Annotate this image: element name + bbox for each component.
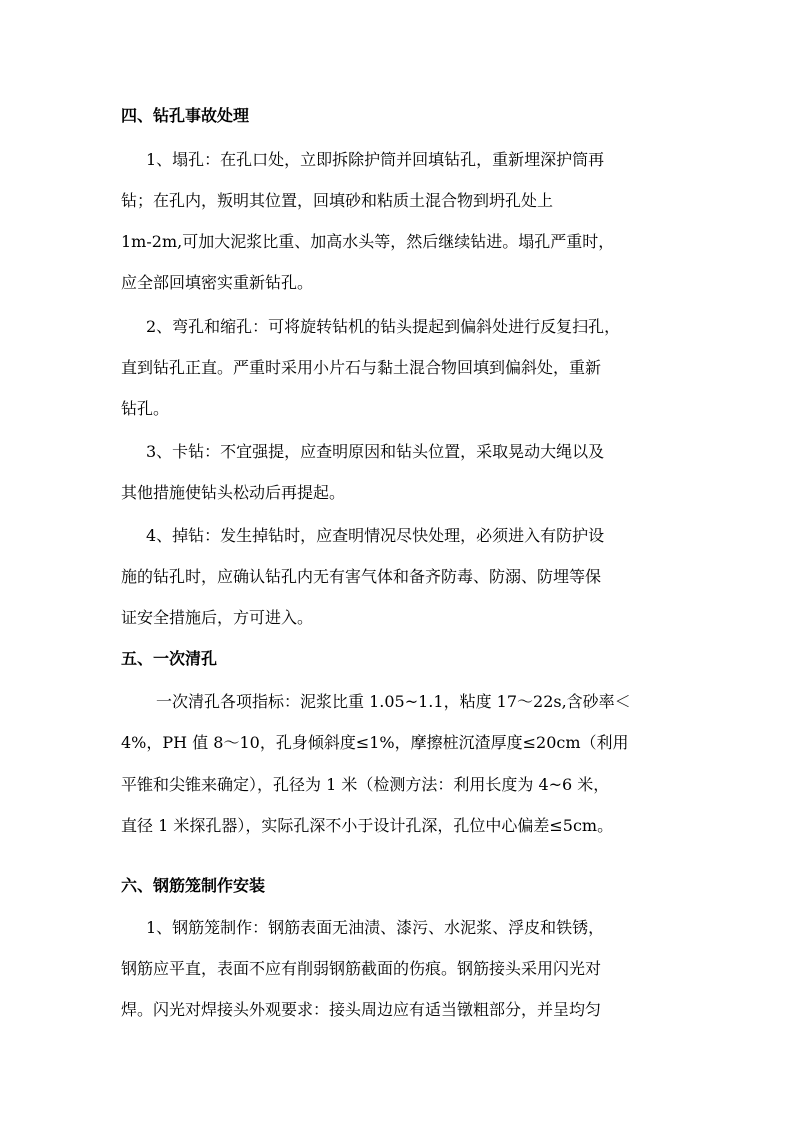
paragraph-line: 1、钢筋笼制作：钢筋表面无油渍、漆污、水泥浆、浮皮和铁锈， [146, 918, 605, 937]
paragraph-line: 4、掉钻：发生掉钻时，应查明情况尽快处理，必须进入有防护设 [146, 526, 605, 545]
section-heading-4: 四、钻孔事故处理 [121, 106, 250, 125]
paragraph-line: 4%，PH 值 8～10，孔身倾斜度≤1%，摩擦桩沉渣厚度≤20cm（利用 [121, 733, 629, 752]
paragraph-line: 证安全措施后，方可进入。 [121, 608, 314, 627]
section-heading-5: 五、一次清孔 [121, 649, 218, 668]
paragraph-line: 应全部回填密实重新钻孔。 [121, 273, 314, 292]
paragraph-line: 焊。闪光对焊接头外观要求：接头周边应有适当镦粗部分，并呈均匀 [121, 1000, 602, 1019]
paragraph-line: 一次清孔各项指标：泥浆比重 1.05~1.1，粘度 17～22s,含砂率＜ [156, 692, 631, 711]
paragraph-line: 其他措施使钻头松动后再提起。 [121, 483, 346, 502]
paragraph-line: 施的钻孔时，应确认钻孔内无有害气体和备齐防毒、防溺、防埋等保 [121, 567, 602, 586]
paragraph-line: 直径 1 米探孔器），实际孔深不小于设计孔深，孔位中心偏差≤5cm。 [121, 816, 614, 835]
section-heading-6: 六、钢筋笼制作安装 [121, 876, 266, 895]
paragraph-line: 钻；在孔内，叛明其位置，回填砂和粘质土混合物到坍孔处上 [121, 191, 554, 210]
paragraph-line: 钻孔。 [121, 399, 170, 418]
paragraph-line: 钢筋应平直，表面不应有削弱钢筋截面的伤痕。钢筋接头采用闪光对 [121, 959, 602, 978]
paragraph-line: 1、塌孔：在孔口处，立即拆除护筒并回填钻孔，重新埋深护筒再 [146, 150, 605, 169]
paragraph-line: 3、卡钻：不宜强提，应查明原因和钻头位置，采取晃动大绳以及 [146, 442, 605, 461]
paragraph-line: 2、弯孔和缩孔：可将旋转钻机的钻头提起到偏斜处进行反复扫孔， [146, 317, 621, 336]
paragraph-line: 直到钻孔正直。严重时采用小片石与黏土混合物回填到偏斜处，重新 [121, 358, 602, 377]
paragraph-line: 平锥和尖锥来确定），孔径为 1 米（检测方法：利用长度为 4~6 米， [121, 775, 610, 794]
paragraph-line: 1m-2m,可加大泥浆比重、加高水头等，然后继续钻进。塌孔严重时， [121, 232, 615, 251]
